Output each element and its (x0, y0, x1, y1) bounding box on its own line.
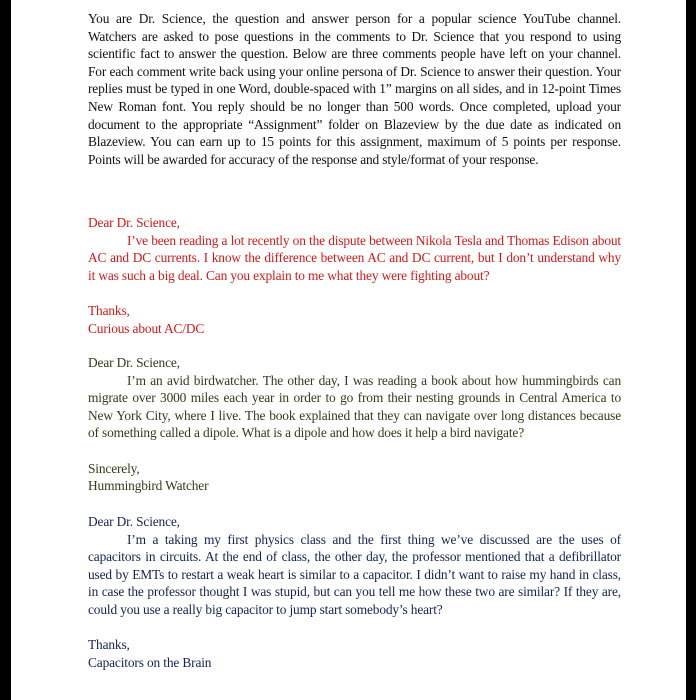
document-page (11, 0, 686, 700)
letter-salutation: Dear Dr. Science, (88, 215, 180, 230)
letter-salutation: Dear Dr. Science, (88, 514, 180, 529)
letter-signature: Capacitors on the Brain (88, 654, 212, 670)
left-black-border (0, 0, 11, 700)
comment-letter-capacitors (88, 513, 621, 671)
letter-closing: Sincerely, (88, 460, 140, 476)
comment-letter-hummingbird (88, 354, 621, 495)
letter-signature: Hummingbird Watcher (88, 478, 209, 494)
letter-signature: Curious about AC/DC (88, 320, 205, 336)
letter-closing: Thanks, (88, 637, 130, 653)
right-black-border (686, 0, 696, 700)
comment-letter-ac-dc (88, 214, 621, 337)
letter-body: I’ve been reading a lot recently on the dispute between Nikola Tesla and Thomas Edison about AC and DC currents. I know the difference between AC and DC current, but I don’t understand why it was such a big deal. Can you explain to me what they were fighting about? (88, 232, 621, 283)
letter-body: I’m an avid birdwatcher. The other day, I was reading a book about how hummingbirds can migrate over 3000 miles each year in order to go from their nesting grounds in Central America to New York City, where I live. The book explained that they can navigate over long distances because of something called a dipole. What is a dipole and how does it help a bird navigate? (88, 372, 621, 441)
letter-closing: Thanks, (88, 302, 130, 318)
letter-body: I’m a taking my first physics class and the first thing we’ve discussed are the uses of capacitors in circuits. At the end of class, the other day, the professor mentioned that a defibrillator used by EMTs to restart a weak heart is similar to a capacitor. I didn’t want to raise my hand in class, in case the professor thought I was stupid, but can you tell me how these two are similar? If they are, could you use a really big capacitor to jump start somebody’s heart? (88, 531, 621, 617)
assignment-instructions: You are Dr. Science, the question and answer person for a popular science YouTube channel. Watchers are asked to pose questions in the comments to Dr. Science that you respond to using scientific fact to answer the question. Below are three comments people have left on your channel. For each comment write back using your online persona of Dr. Science to answer their question. Your replies must be typed in one Word, double-spaced with 1” margins on all sides, and in 12-point Times New Roman font. You reply should be no longer than 500 words. Once completed, upload your document to the appropriate “Assignment” folder on Blazeview by the due date as indicated on Blazeview. You can earn up to 15 points for this assignment, maximum of 5 points per response. Points will be awarded for accuracy of the response and style/format of your response. (88, 11, 621, 167)
letter-salutation: Dear Dr. Science, (88, 355, 180, 370)
